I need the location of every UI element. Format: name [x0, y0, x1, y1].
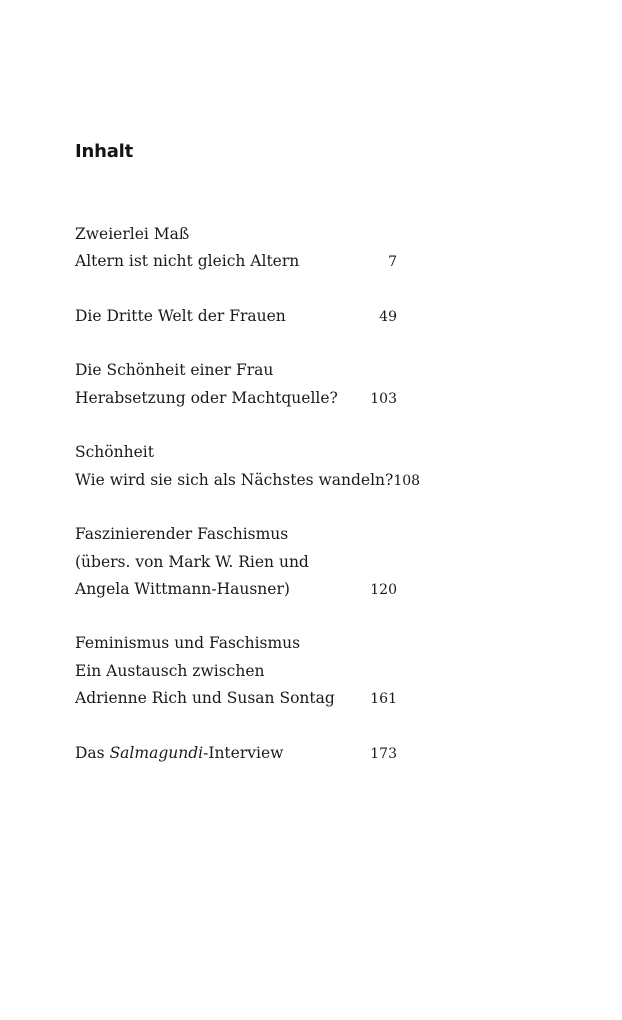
toc-entry-line	[75, 385, 397, 412]
toc-entry-salmagundi-interview	[75, 740, 397, 767]
toc-entry-line	[75, 303, 397, 330]
toc-title-prefix: Das	[75, 743, 110, 762]
toc-entry-schoenheit	[75, 439, 421, 494]
toc-entry-title: Faszinierender Faschismus	[75, 525, 289, 544]
page-title: Inhalt	[75, 141, 134, 162]
toc-entry-line	[75, 467, 421, 494]
toc-entry-line	[75, 357, 397, 384]
toc-page-number: 120	[370, 581, 397, 598]
toc-entry-feminismus-faschismus	[75, 630, 397, 712]
toc-entry-subtitle: Adrienne Rich und Susan Sontag	[75, 689, 335, 708]
toc-title-italic: Salmagundi	[109, 743, 204, 762]
toc-entry-line	[75, 740, 397, 767]
table-of-contents	[75, 221, 421, 794]
toc-entry-title: Schönheit	[75, 443, 154, 462]
toc-entry-line	[75, 439, 397, 466]
toc-entry-subtitle: Herabsetzung oder Machtquelle?	[75, 388, 338, 407]
toc-entry-title: Die Dritte Welt der Frauen	[75, 306, 286, 325]
toc-entry-subtitle: (übers. von Mark W. Rien und	[75, 552, 309, 571]
toc-entry-line	[75, 549, 397, 576]
toc-entry-subtitle: Wie wird sie sich als Nächstes wandeln?	[75, 470, 394, 489]
toc-entry-subtitle: Altern ist nicht gleich Altern	[75, 252, 300, 271]
toc-entry-line	[75, 685, 397, 712]
toc-page-number: 7	[388, 254, 397, 271]
toc-entry-faszinierender-faschismus	[75, 521, 397, 603]
toc-entry-line	[75, 221, 397, 248]
toc-page-number: 103	[370, 390, 397, 407]
toc-entry-schoenheit-einer-frau	[75, 357, 397, 412]
toc-entry-line	[75, 658, 397, 685]
toc-entry-subtitle: Ein Austausch zwischen	[75, 661, 265, 680]
toc-entry-line	[75, 521, 397, 548]
toc-entry-line	[75, 630, 397, 657]
toc-entry-title: Feminismus und Faschismus	[75, 634, 301, 653]
toc-entry-title	[75, 740, 283, 767]
toc-entry-line	[75, 576, 397, 603]
toc-entry-subtitle: Angela Wittmann-Hausner)	[75, 579, 290, 598]
toc-page-number: 49	[379, 308, 397, 325]
toc-entry-title: Zweierlei Maß	[75, 225, 190, 243]
toc-page-number: 161	[370, 691, 397, 708]
toc-entry-zweierlei-mass	[75, 221, 397, 276]
toc-entry-dritte-welt	[75, 303, 397, 330]
toc-title-suffix: -Interview	[203, 743, 284, 762]
toc-entry-title: Die Schönheit einer Frau	[75, 361, 274, 380]
toc-page-number: 108	[393, 472, 421, 489]
toc-page-number: 173	[370, 745, 397, 762]
toc-entry-line	[75, 248, 397, 275]
